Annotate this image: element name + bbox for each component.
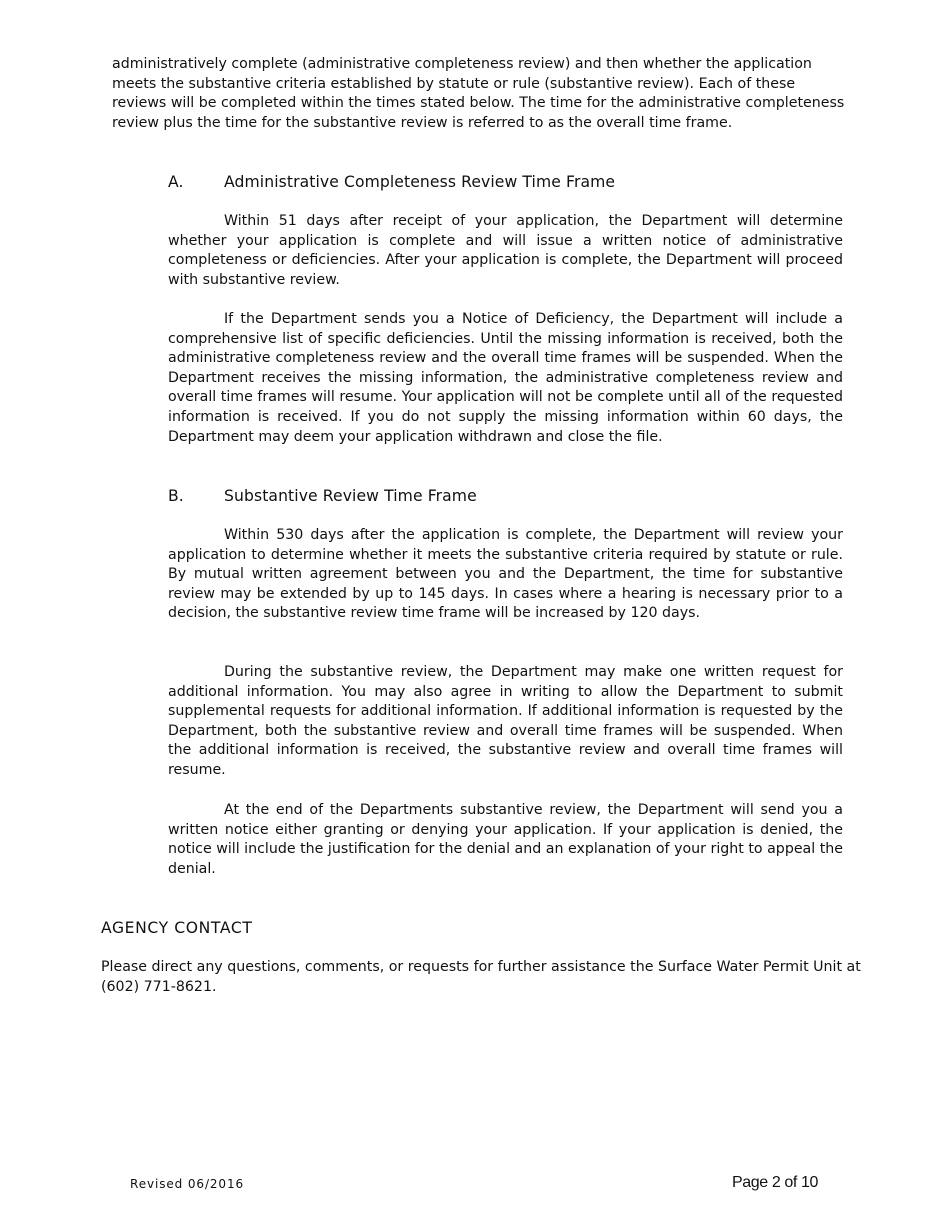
agency-contact-heading: AGENCY CONTACT: [101, 919, 253, 937]
section-a-paragraph-1: Within 51 days after receipt of your application, the Department will determine whether your application is complete and will issue a written notice of administrative completeness or deficiencies. After your application is complete, the Department will proceed with substantive review.: [168, 213, 843, 288]
section-b-paragraph-1: Within 530 days after the application is complete, the Department will review your application to determine whether it meets the substantive criteria required by statute or rule. By mutual written agreement between you and the Department, the time for substantive review may be extended by up to 145 days. In cases where a hearing is necessary prior to a decision, the substantive review time frame will be increased by 120 days.: [168, 527, 843, 622]
section-b-title: Substantive Review Time Frame: [224, 487, 477, 505]
section-b-letter: B.: [168, 487, 184, 505]
intro-paragraph: administratively complete (administrative completeness review) and then whether the application meets the substantive criteria established by statute or rule (substantive review). Each of these reviews will be completed within the times stated below. The time for the administrative completeness review plus the time for the substantive review is referred to as the overall time frame.: [112, 56, 845, 131]
section-a-letter: A.: [168, 173, 184, 191]
footer-page-number: Page 2 of 10: [732, 1174, 818, 1191]
agency-contact-text: Please direct any questions, comments, or requests for further assistance the Surface Water Permit Unit at (602) 771-8621.: [101, 959, 861, 995]
section-b-paragraph-2: During the substantive review, the Department may make one written request for additional information. You may also agree in writing to allow the Department to submit supplemental requests for additional information. If additional information is requested by the Department, both the substantive review and overall time frames will be suspended. When the additional information is received, the substantive review and overall time frames will resume.: [168, 664, 843, 778]
section-b-heading: [168, 486, 477, 506]
section-a-heading: [168, 172, 615, 192]
section-a-paragraph-2: If the Department sends you a Notice of Deficiency, the Department will include a comprehensive list of specific deficiencies. Until the missing information is received, both the administrative completeness review and the overall time frames will be suspended. When the Department receives the missing information, the administrative completeness review and overall time frames will resume. Your application will not be complete until all of the requested information is received. If you do not supply the missing information within 60 days, the Department may deem your application withdrawn and close the file.: [168, 311, 843, 445]
section-a-title: Administrative Completeness Review Time Frame: [224, 173, 616, 191]
footer-revised-date: Revised 06/2016: [130, 1177, 245, 1191]
section-b-paragraph-3: At the end of the Departments substantive review, the Department will send you a written notice either granting or denying your application. If your application is denied, the notice will include the justification for the denial and an explanation of your right to appeal the denial.: [168, 802, 843, 877]
